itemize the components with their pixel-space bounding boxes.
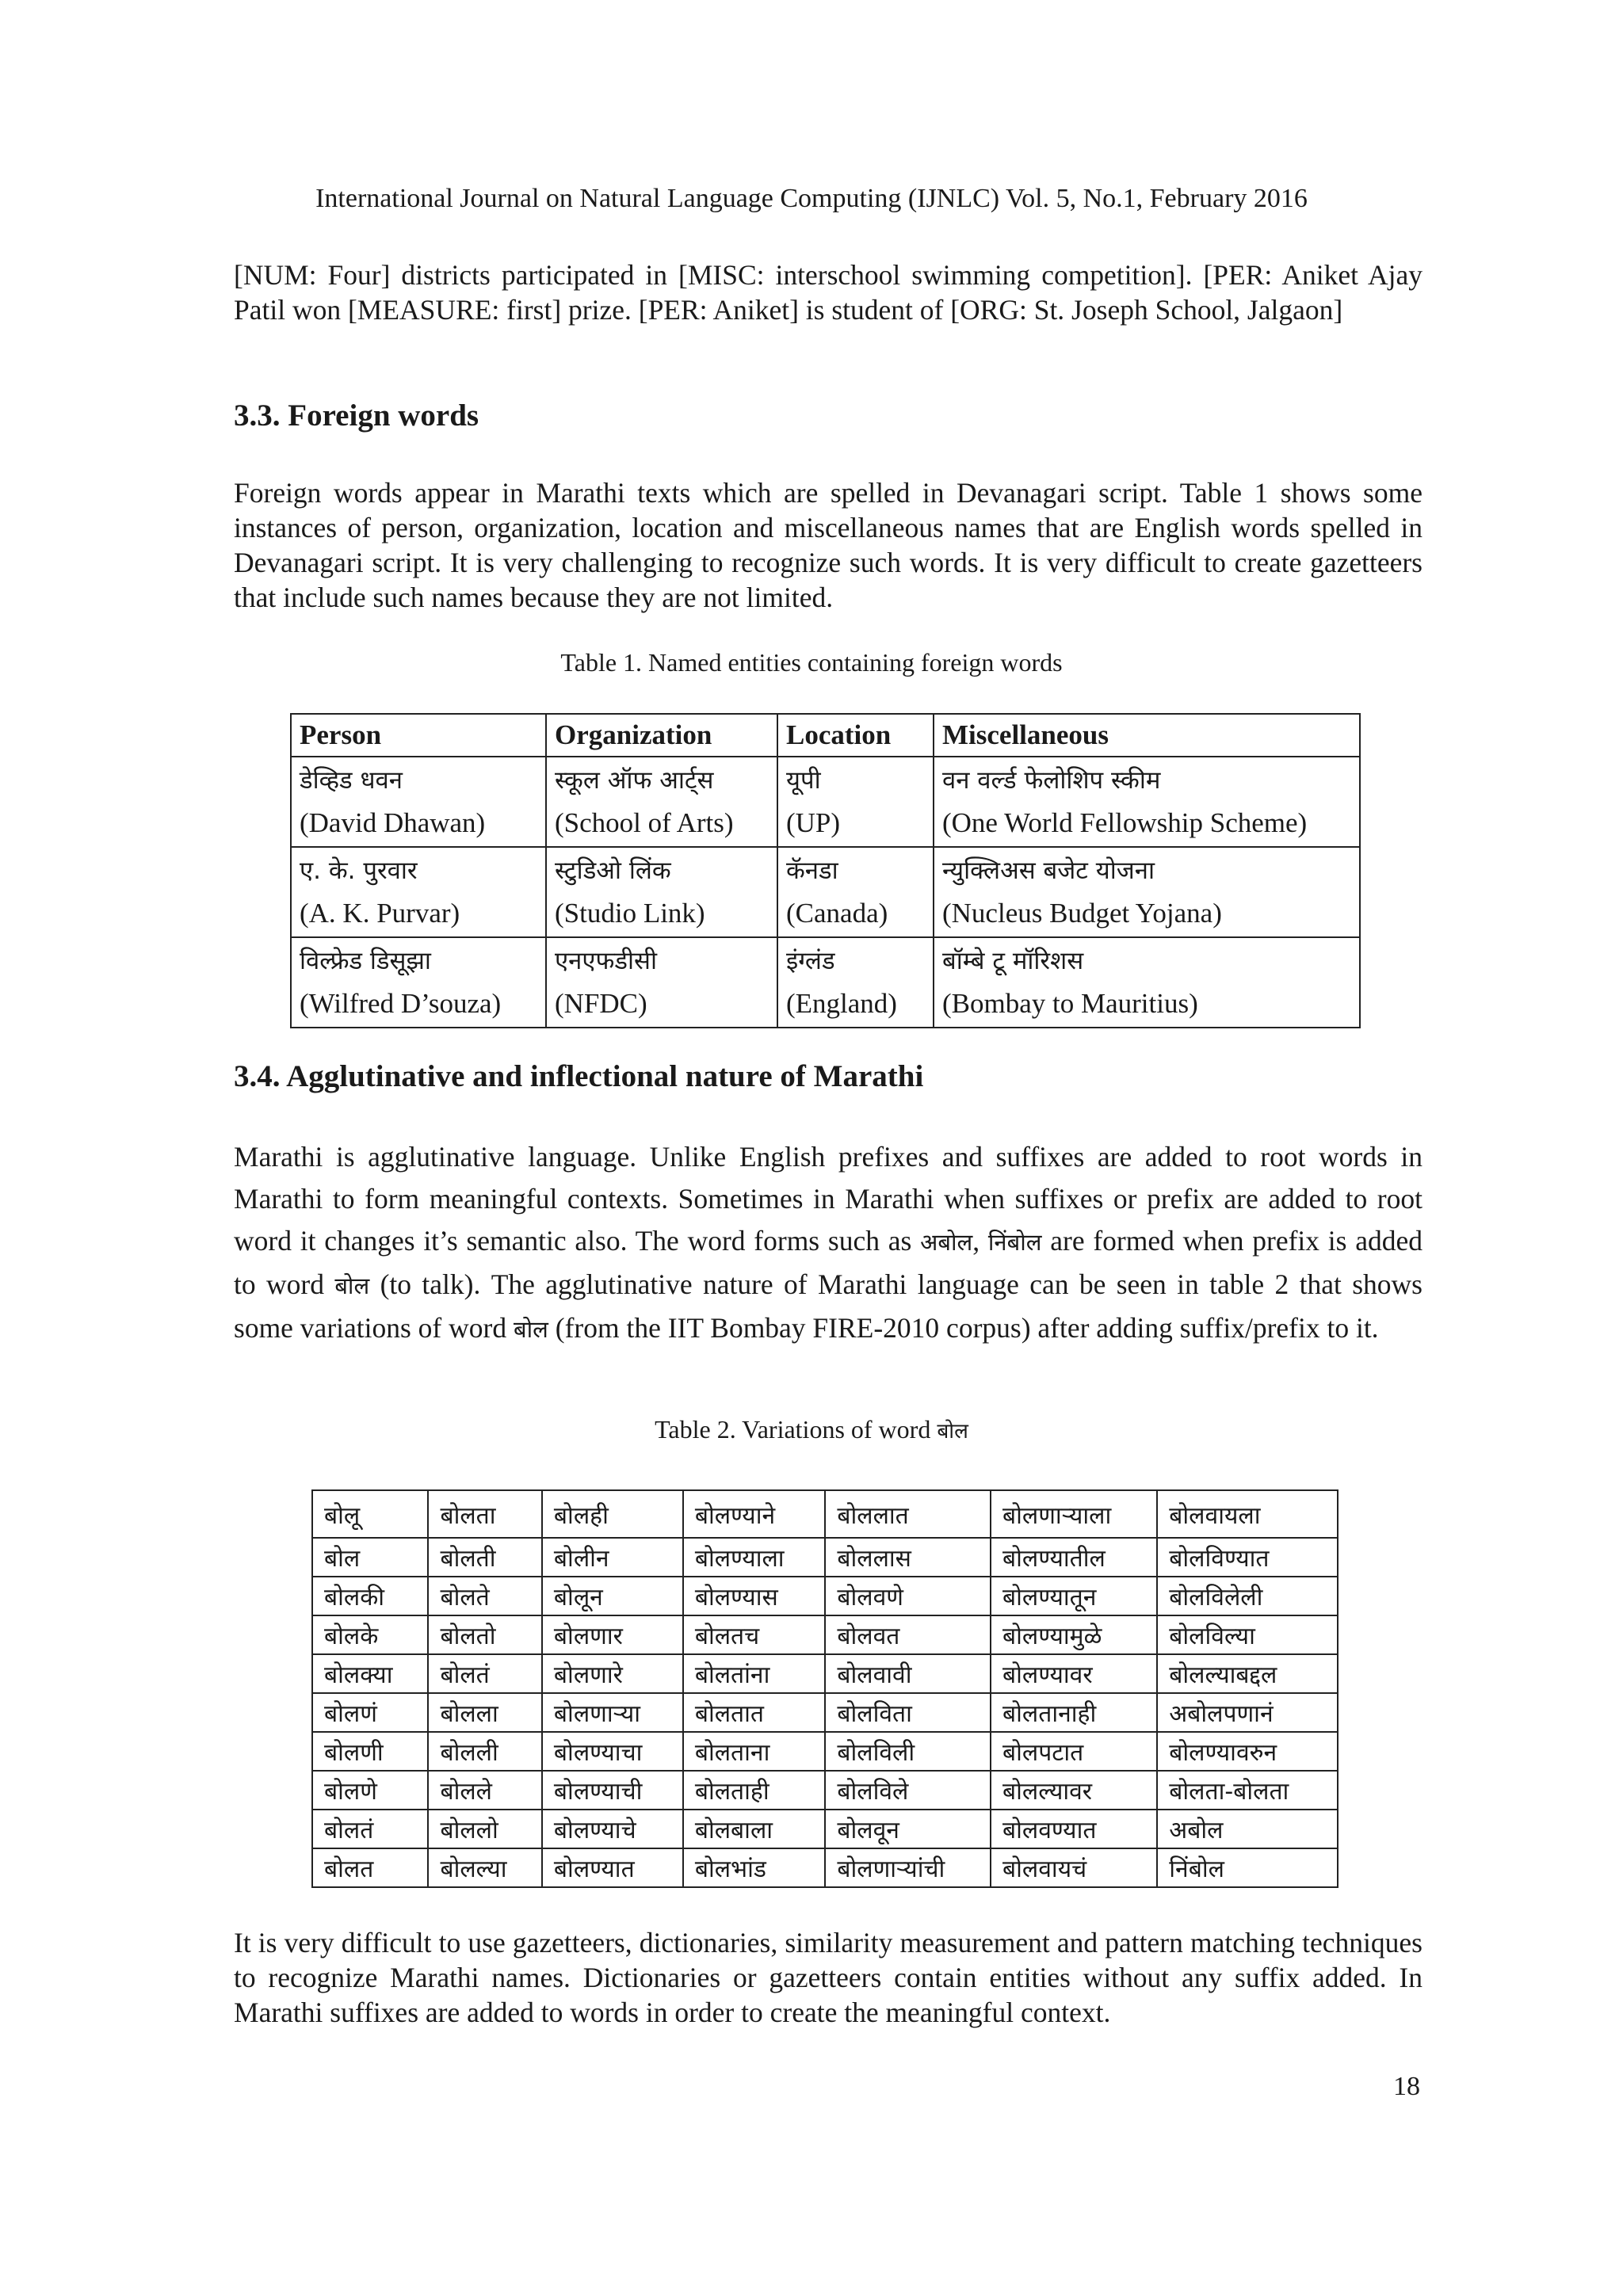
table2-cell: निंबोल [1157, 1848, 1338, 1887]
table2-cell: बोलण्यास [683, 1577, 826, 1615]
table-row [312, 1771, 1338, 1810]
table2-cell: बोलते [428, 1577, 541, 1615]
table2-cell: बोलकी [312, 1577, 428, 1615]
devanagari-term: वन वर्ल्ड फेलोशिप स्कीम [942, 766, 1161, 795]
table2-cell: बोलभांड [683, 1848, 826, 1887]
devanagari-term: न्युक्लिअस बजेट योजना [942, 856, 1155, 885]
table2-cell: बोलविल्या [1157, 1615, 1338, 1654]
table1-cell [777, 937, 934, 1028]
english-term: (Bombay to Mauritius) [942, 988, 1198, 1019]
table2-cell: बोलणाऱ्याला [991, 1490, 1157, 1538]
table2-cell: बोलणं [312, 1693, 428, 1732]
table-row [312, 1490, 1338, 1538]
table2-cell: बोलणी [312, 1732, 428, 1771]
table2-cell: बोलवण्यात [991, 1810, 1157, 1848]
table2-cell: बोलण्यातून [991, 1577, 1157, 1615]
english-term: (One World Fellowship Scheme) [942, 807, 1308, 838]
table2-cell: बोलण्यामुळे [991, 1615, 1157, 1654]
table1-cell [291, 937, 546, 1028]
english-term: (A. K. Purvar) [300, 898, 460, 929]
table2-cell: बोलणाऱ्या [542, 1693, 683, 1732]
section-3-3-paragraph: Foreign words appear in Marathi texts which are spelled in Devanagari script. Table 1 shows some instances of person, organization, location and miscellaneous names that are English words spelled in Devanagari script. It is very challenging to recognize such words. It is very difficult to create gazetteers that include such names because they are not limited. [234, 477, 1423, 613]
table1-cell [934, 757, 1360, 847]
table2-cell: बोलता [428, 1490, 541, 1538]
table-row [312, 1693, 1338, 1732]
table-row [312, 1577, 1338, 1615]
table2-cell: बोलणाऱ्यांची [825, 1848, 991, 1887]
table1-cell [546, 847, 777, 937]
table2-cell: बोललात [825, 1490, 991, 1538]
table1-cell [291, 847, 546, 937]
devanagari-term: डेव्हिड धवन [300, 766, 403, 795]
table2-cell: बोलताना [683, 1732, 826, 1771]
table1-cell [777, 757, 934, 847]
table1-cell [546, 757, 777, 847]
section-3-3-paragraph-block [234, 475, 1423, 615]
para-text: are formed when prefix is added to word [234, 1225, 1423, 1300]
table-row [312, 1654, 1338, 1693]
table2-cell: बोलण्यावरुन [1157, 1732, 1338, 1771]
table2-cell: बोलतात [683, 1693, 826, 1732]
table2-cell: बोलतानाही [991, 1693, 1157, 1732]
table2-cell: बोलताही [683, 1771, 826, 1810]
table-row [291, 937, 1360, 1028]
devanagari-term: स्कूल ऑफ आर्ट्स [555, 766, 714, 795]
table2-cell: बोलती [428, 1538, 541, 1577]
english-term: (NFDC) [555, 988, 647, 1019]
table2-cell: बोलण्यात [542, 1848, 683, 1887]
table2-cell: बोलण्याची [542, 1771, 683, 1810]
table2-cell: बोलतं [312, 1810, 428, 1848]
table2-cell: अबोल [1157, 1810, 1338, 1848]
devanagari-term: विल्फ्रेड डिसूझा [300, 947, 431, 975]
table2-caption-text: Table 2. Variations of word [655, 1415, 938, 1444]
devanagari-term: बॉम्बे टू मॉरिशस [942, 947, 1084, 975]
english-term: (School of Arts) [555, 807, 734, 838]
para-text: (from the IIT Bombay FIRE-2010 corpus) after adding suffix/prefix to it. [548, 1312, 1379, 1344]
table1-caption: Table 1. Named entities containing foreign words [560, 648, 1063, 677]
table1-header-person: Person [291, 714, 546, 757]
english-term: (Wilfred D’souza) [300, 988, 502, 1019]
devanagari-term: यूपी [786, 766, 821, 795]
word-bol: बोल [513, 1316, 548, 1343]
table-row [312, 1848, 1338, 1887]
table2-cell: बोलपटात [991, 1732, 1157, 1771]
table1-cell [546, 937, 777, 1028]
section-3-4-paragraph [234, 1136, 1423, 1351]
table2-cell: बोलवत [825, 1615, 991, 1654]
table2-cell: बोलल्याबद्दल [1157, 1654, 1338, 1693]
table2-cell: बोलवावी [825, 1654, 991, 1693]
english-term: (Canada) [786, 898, 888, 929]
english-term: (Studio Link) [555, 898, 705, 929]
table2-cell: बोलबाला [683, 1810, 826, 1848]
table1-header-miscellaneous: Miscellaneous [934, 714, 1360, 757]
table-row [312, 1732, 1338, 1771]
table-row [312, 1538, 1338, 1577]
table2-cell: बोलणार [542, 1615, 683, 1654]
table-row [312, 1810, 1338, 1848]
table2-cell: बोलणारे [542, 1654, 683, 1693]
table2-body [312, 1490, 1338, 1887]
intro-paragraph: [NUM: Four] districts participated in [MISC: interschool swimming competition]. [PER: Aniket Ajay Patil won [MEASURE: first] prize. [PER: Aniket] is student of [ORG: St. Joseph School, Jalgaon] [234, 259, 1423, 326]
table2-cell: बोलही [542, 1490, 683, 1538]
table2-cell: बोलवणे [825, 1577, 991, 1615]
table2-cell: बोलके [312, 1615, 428, 1654]
table2-cell: बोलू [312, 1490, 428, 1538]
section-3-3-heading-block [234, 398, 1423, 433]
table2-cell: बोलविता [825, 1693, 991, 1732]
word-abol: अबोल [920, 1229, 973, 1256]
table-row [312, 1615, 1338, 1654]
table2-cell: बोलविण्यात [1157, 1538, 1338, 1577]
table2-cell: बोलल्या [428, 1848, 541, 1887]
table2-cell: बोलविली [825, 1732, 991, 1771]
table2-cell: बोलवायचं [991, 1848, 1157, 1887]
english-term: (UP) [786, 807, 841, 838]
table-row [291, 757, 1360, 847]
table2-cell: बोलली [428, 1732, 541, 1771]
table2-cell: बोलतो [428, 1615, 541, 1654]
table2-cell: बोलून [542, 1577, 683, 1615]
table2-cell: बोलणे [312, 1771, 428, 1810]
table-row [291, 847, 1360, 937]
closing-paragraph-block [234, 1925, 1423, 2030]
english-term: (England) [786, 988, 897, 1019]
table1-cell [934, 847, 1360, 937]
word-bol: बोल [334, 1272, 370, 1299]
table2-cell: बोललो [428, 1810, 541, 1848]
table2-caption-word: बोल [937, 1420, 968, 1444]
section-3-4-heading-block [234, 1058, 1423, 1094]
table2-cell: बोलत [312, 1848, 428, 1887]
section-heading-3-4: 3.4. Agglutinative and inflectional nature of Marathi [234, 1059, 924, 1093]
table2-cell: बोलला [428, 1693, 541, 1732]
table2-cell: बोलण्यावर [991, 1654, 1157, 1693]
table1-cell [777, 847, 934, 937]
table2-cell: बोल [312, 1538, 428, 1577]
word-nibol: निंबोल [987, 1229, 1042, 1256]
para-text: Marathi is agglutinative language. Unlike English prefixes and suffixes are added to root words in Marathi to form meaningful contexts. Sometimes in Marathi when suffixes or prefix are added to root word it changes it’s semantic also. The word forms such as [234, 1141, 1423, 1257]
table2-cell: बोलता-बोलता [1157, 1771, 1338, 1810]
table2-cell: बोलतांना [683, 1654, 826, 1693]
table2-cell: बोलविलेली [1157, 1577, 1338, 1615]
table2 [311, 1489, 1338, 1888]
table1-header-organization: Organization [546, 714, 777, 757]
running-head: International Journal on Natural Language Computing (IJNLC) Vol. 5, No.1, February 2016 [315, 184, 1308, 213]
closing-paragraph: It is very difficult to use gazetteers, dictionaries, similarity measurement and pattern matching techniques to recognize Marathi names. Dictionaries or gazetteers contain entities without any suffix added. In Marathi suffixes are added to words in order to create the meaningful context. [234, 1927, 1423, 2028]
table1 [290, 713, 1361, 1028]
table2-cell: अबोलपणानं [1157, 1693, 1338, 1732]
intro-paragraph-block [234, 257, 1423, 327]
table2-cell: बोललास [825, 1538, 991, 1577]
table2-cell: बोलतच [683, 1615, 826, 1654]
para-text: (to talk). The agglutinative nature of Marathi language can be seen in table 2 that shows some variations of word [234, 1268, 1423, 1344]
table2-cell: बोलतं [428, 1654, 541, 1693]
table2-caption [0, 1415, 1623, 1444]
table1-header-location: Location [777, 714, 934, 757]
devanagari-term: एनएफडीसी [555, 947, 657, 975]
english-term: (David Dhawan) [300, 807, 486, 838]
table2-cell: बोलण्याचे [542, 1810, 683, 1848]
table2-cell: बोलले [428, 1771, 541, 1810]
table1-header-row [291, 714, 1360, 757]
para-comma: , [972, 1225, 988, 1257]
table2-cell: बोलक्या [312, 1654, 428, 1693]
section-heading-3-3: 3.3. Foreign words [234, 399, 479, 433]
table2-cell: बोलण्याला [683, 1538, 826, 1577]
table2-cell: बोलवायला [1157, 1490, 1338, 1538]
section-3-4-paragraph-block [234, 1136, 1423, 1351]
table2-cell: बोलवून [825, 1810, 991, 1848]
table2-cell: बोलण्याचा [542, 1732, 683, 1771]
table2-cell: बोलल्यावर [991, 1771, 1157, 1810]
devanagari-term: स्टुडिओ लिंक [555, 856, 671, 885]
devanagari-term: ए. के. पुरवार [300, 856, 418, 885]
page-number: 18 [1393, 2072, 1420, 2101]
table1-cell [934, 937, 1360, 1028]
table1-cell [291, 757, 546, 847]
devanagari-term: कॅनडा [786, 856, 838, 885]
table2-cell: बोलण्याने [683, 1490, 826, 1538]
devanagari-term: इंग्लंड [786, 947, 835, 975]
table2-cell: बोलविले [825, 1771, 991, 1810]
english-term: (Nucleus Budget Yojana) [942, 898, 1222, 929]
table2-cell: बोलीन [542, 1538, 683, 1577]
table2-cell: बोलण्यातील [991, 1538, 1157, 1577]
